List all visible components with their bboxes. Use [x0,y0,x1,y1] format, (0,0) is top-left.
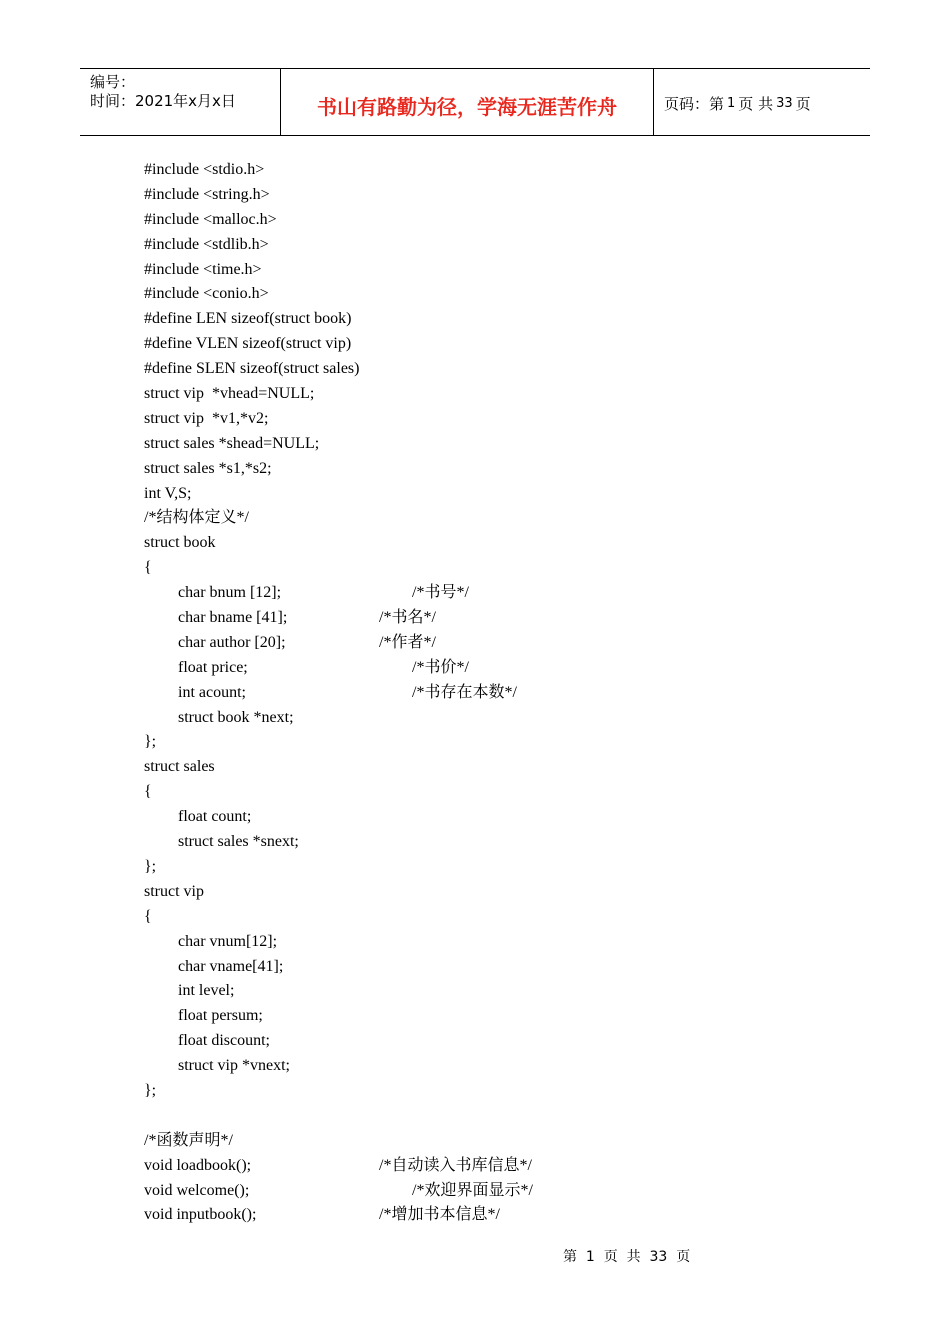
code-text: struct vip [144,882,204,900]
code-comment: /*增加书本信息*/ [379,1206,500,1224]
code-text: }; [144,1081,157,1099]
page-prefix: 页码：第 [664,94,725,113]
code-text: float count; [178,808,252,826]
code-line [144,482,844,507]
code-line [144,531,844,556]
code-text: struct vip *vhead=NULL; [144,385,315,403]
code-text: #include <conio.h> [144,285,269,303]
code-line [144,1104,844,1129]
code-text: float price; [178,658,248,676]
code-text: { [144,559,152,577]
code-text: /*函数声明*/ [144,1131,233,1149]
code-line [144,1079,844,1104]
page-footer: 第 1 页 共 33 页 [563,1249,691,1265]
code-line [144,730,844,755]
header-page-number [654,69,870,135]
code-comment: /*作者*/ [379,633,436,651]
page-total: 33 [776,95,793,111]
code-line [144,506,844,531]
code-text: char vname[41]; [178,957,284,975]
code-text: }; [144,857,157,875]
code-line [144,606,844,631]
code-line [144,158,844,183]
code-text: struct vip *v1,*v2; [144,409,269,427]
code-listing [144,158,844,1228]
page-header [80,68,870,136]
code-line [144,457,844,482]
code-text: { [144,907,152,925]
code-line [144,233,844,258]
code-line [144,855,844,880]
page-suffix: 页 [795,94,811,113]
code-line [144,706,844,731]
code-text: #define VLEN sizeof(struct vip) [144,335,352,353]
code-line [144,979,844,1004]
code-comment: /*欢迎界面显示*/ [412,1181,533,1199]
code-line [144,1154,844,1179]
code-text: void loadbook(); [144,1156,252,1174]
code-text: float persum; [178,1007,263,1025]
code-text: void welcome(); [144,1181,250,1199]
code-text: #include <time.h> [144,260,262,278]
code-text: struct sales *shead=NULL; [144,434,320,452]
code-comment: /*书名*/ [379,609,436,627]
code-text: int acount; [178,683,246,701]
code-text: struct book *next; [178,708,294,726]
code-text: int level; [178,982,235,1000]
code-line [144,581,844,606]
code-line [144,1029,844,1054]
code-text: struct sales *snext; [178,833,299,851]
code-text: #include <stdio.h> [144,161,265,178]
code-line [144,1179,844,1204]
code-text: struct book [144,534,216,552]
code-line [144,780,844,805]
code-line [144,1129,844,1154]
code-text: struct sales [144,758,215,776]
code-line [144,258,844,283]
code-line [144,930,844,955]
code-line [144,556,844,581]
code-line [144,1203,844,1228]
code-line [144,755,844,780]
code-line [144,955,844,980]
code-line [144,407,844,432]
code-comment: /*自动读入书库信息*/ [379,1156,532,1174]
page-current: 1 [727,95,736,111]
code-text: struct vip *vnext; [178,1057,290,1075]
code-line [144,432,844,457]
code-line [144,631,844,656]
code-line [144,880,844,905]
code-text: #include <string.h> [144,185,270,203]
code-line [144,681,844,706]
code-text: char bnum [12]; [178,584,282,602]
code-text: int V,S; [144,484,192,502]
code-line [144,183,844,208]
code-text: { [144,783,152,801]
document-number-label: 编号： [90,73,136,91]
document-time-label: 时间：2021年x月x日 [90,92,236,110]
code-text: #define SLEN sizeof(struct sales) [144,360,360,378]
code-text: struct sales *s1,*s2; [144,459,272,477]
code-line [144,357,844,382]
header-info-cell [80,69,281,135]
code-line [144,307,844,332]
code-line [144,1054,844,1079]
code-text: void inputbook(); [144,1206,257,1224]
code-line [144,656,844,681]
code-line [144,282,844,307]
code-comment: /*书价*/ [412,658,469,676]
code-text: char bname [41]; [178,609,288,627]
code-text: #include <malloc.h> [144,210,277,228]
code-line [144,1004,844,1029]
code-line [144,905,844,930]
code-line [144,830,844,855]
code-text: #define LEN sizeof(struct book) [144,310,352,328]
code-line [144,382,844,407]
code-text: char author [20]; [178,633,286,651]
code-text: char vnum[12]; [178,932,278,950]
code-text: }; [144,733,157,751]
header-motto: 书山有路勤为径，学海无涯苦作舟 [281,69,654,135]
code-text: float discount; [178,1032,270,1050]
code-line [144,332,844,357]
code-line [144,805,844,830]
code-comment: /*书号*/ [412,584,469,602]
code-line [144,208,844,233]
code-comment: /*书存在本数*/ [412,683,517,701]
page-middle: 页 共 [738,94,774,113]
code-text: #include <stdlib.h> [144,235,269,253]
code-text: /*结构体定义*/ [144,509,249,527]
